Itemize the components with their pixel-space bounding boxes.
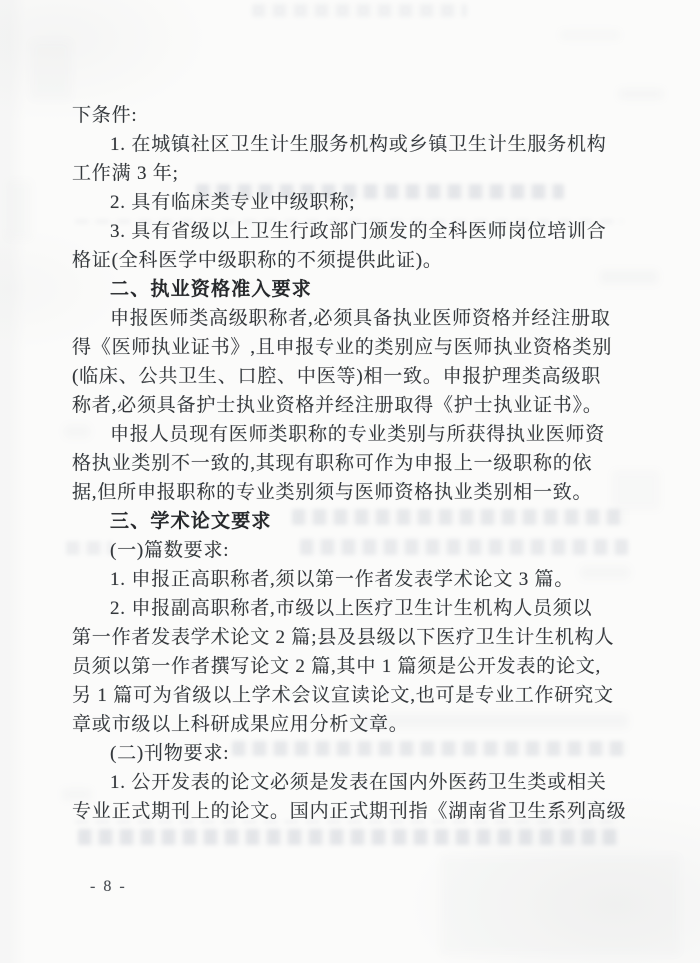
line-text: 称者,必须具备护士执业资格并经注册取得《护士执业证书》。 — [72, 395, 603, 416]
line-text: (一)篇数要求: — [110, 540, 230, 561]
paper-noise — [440, 855, 680, 955]
text-line — [72, 391, 630, 420]
text-line — [72, 246, 630, 275]
page-number: - 8 - — [90, 878, 127, 895]
line-text: 章或市级以上科研成果应用分析文章。 — [72, 714, 409, 735]
text-line — [72, 304, 630, 333]
text-line — [72, 652, 630, 681]
line-text: (二)刊物要求: — [110, 743, 230, 764]
line-text: 格证(全科医学中级职称的不须提供此证)。 — [72, 250, 443, 271]
line-text: 1. 在城镇社区卫生计生服务机构或乡镇卫生计生服务机构 — [110, 134, 607, 155]
text-line — [72, 101, 630, 130]
text-line — [72, 130, 630, 159]
text-line — [72, 623, 630, 652]
line-text: 二、执业资格准入要求 — [110, 279, 313, 300]
line-text: 1. 申报正高职称者,须以第一作者发表学术论文 3 篇。 — [110, 569, 575, 590]
line-text: 另 1 篇可为省级以上学术会议宣读论文,也可是专业工作研究文 — [72, 685, 614, 706]
line-text: 第一作者发表学术论文 2 篇;县及县级以下医疗卫生计生机构人 — [72, 627, 615, 648]
bleed-through-artifact — [78, 829, 618, 845]
line-text: 申报医师类高级职称者,必须具备执业医师资格并经注册取 — [110, 308, 611, 329]
line-text: 1. 公开发表的论文必须是发表在国内外医药卫生类或相关 — [110, 772, 607, 793]
line-text: 专业正式期刊上的论文。国内正式期刊指《湖南省卫生系列高级 — [72, 801, 627, 822]
line-text: 2. 申报副高职称者,市级以上医疗卫生计生机构人员须以 — [110, 598, 593, 619]
line-text: 得《医师执业证书》,且申报专业的类别应与医师执业资格类别 — [72, 337, 613, 358]
text-line — [72, 681, 630, 710]
text-line — [72, 797, 630, 826]
text-line — [72, 449, 630, 478]
line-text: 据,但所申报职称的专业类别须与医师资格执业类别相一致。 — [72, 482, 593, 503]
text-line — [72, 333, 630, 362]
line-text: 三、学术论文要求 — [110, 511, 272, 532]
text-line — [72, 710, 630, 739]
text-line — [72, 536, 630, 565]
text-line — [72, 217, 630, 246]
text-line — [72, 420, 630, 449]
line-text: (临床、公共卫生、口腔、中医等)相一致。申报护理类高级职 — [72, 366, 602, 387]
text-line — [72, 362, 630, 391]
line-text: 2. 具有临床类专业中级职称; — [110, 192, 356, 213]
text-line — [72, 594, 630, 623]
text-line — [72, 188, 630, 217]
text-line — [72, 275, 630, 304]
text-line — [72, 739, 630, 768]
line-text: 3. 具有省级以上卫生行政部门颁发的全科医师岗位培训合 — [110, 221, 607, 242]
line-text: 格执业类别不一致的,其现有职称可作为申报上一级职称的依 — [72, 453, 593, 474]
bleed-through-artifact — [618, 88, 664, 100]
bleed-through-artifact — [252, 4, 467, 17]
bleed-through-artifact — [560, 30, 620, 40]
line-text: 下条件: — [72, 105, 138, 126]
bleed-through-artifact — [6, 180, 32, 240]
text-line — [72, 507, 630, 536]
line-text: 工作满 3 年; — [72, 163, 179, 184]
text-line — [72, 159, 630, 188]
text-line — [72, 565, 630, 594]
line-text: 员须以第一作者撰写论文 2 篇,其中 1 篇须是公开发表的论文, — [72, 656, 602, 677]
document-body — [72, 101, 630, 826]
bleed-through-artifact — [30, 40, 72, 100]
text-line — [72, 768, 630, 797]
text-line — [72, 478, 630, 507]
line-text: 申报人员现有医师类职称的专业类别与所获得执业医师资 — [110, 424, 606, 445]
